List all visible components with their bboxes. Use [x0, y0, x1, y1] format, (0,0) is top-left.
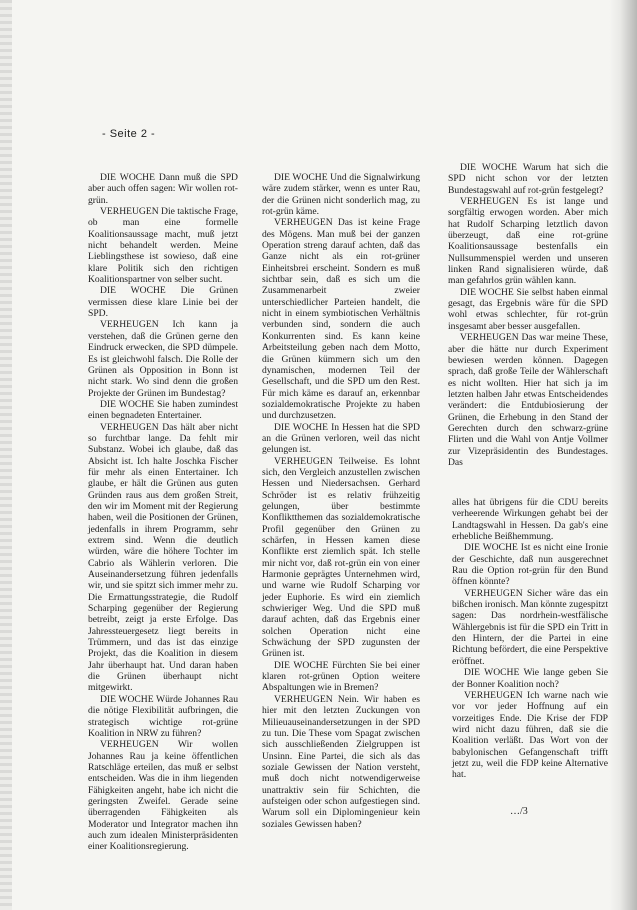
- paragraph: DIE WOCHE Sie selbst haben einmal gesagt, das Ergebnis wäre für die SPD wohl etwas schlechter, für rot-grün insgesamt aber besser ausgefallen.: [448, 286, 608, 332]
- paragraph: VERHEUGEN Es ist lange und sorgfältig erwogen worden. Aber mich hat Rudolf Scharping letztlich davon überzeugt, daß eine rot-grüne Koalitionsaussage bestenfalls ein Nullsummenspiel werden und unseren linken Rand signalisieren würde, daß man gefahrlos grün wählen kann.: [448, 196, 608, 287]
- page-number-header: - Seite 2 -: [102, 128, 156, 140]
- paragraph: VERHEUGEN Das ist keine Frage des Mögens. Man muß bei der ganzen Operation streng darauf achten, daß das Ganze nicht als ein rot-grüner Einheitsbrei erscheint. Sondern es muß sichtbar sein, daß es sich um die Zusammenarbeit zweier unterschiedlicher Parteien handelt, die nicht in einem symbiotischen Verhältnis verbunden sind, sondern die auch Konkurrenten sind. Es kann keine Arbeitsteilung geben nach dem Motto, die Grünen kümmern sich um den dynamischen, modernen Teil der Gesellschaft, und die SPD um den Rest. Für mich käme es darauf an, erkennbar sozialdemokratische Projekte zu haben und durchzusetzen.: [262, 217, 420, 422]
- scan-edge-left: [0, 0, 12, 910]
- paragraph: DIE WOCHE Und die Signalwirkung wäre zudem stärker, wenn es unter Rau, der die Grünen nicht sonderlich mag, zu rot-grün käme.: [262, 172, 420, 218]
- paragraph: DIE WOCHE In Hessen hat die SPD an die Grünen verloren, weil das nicht gelungen ist.: [262, 421, 420, 456]
- paragraph: VERHEUGEN Die taktische Frage, ob man eine formelle Koalitionsaussage macht, muß jetzt nicht behandelt werden. Meine Lieblingsthese ist sowieso, daß eine klare Politik sich den richtigen Koalitionspartner von selber sucht.: [88, 206, 239, 286]
- paragraph: VERHEUGEN Nein. Wir haben es hier mit den letzten Zuckungen von Milieuauseinandersetzungen in der SPD zu tun. Die These vom Spagat zwischen sich ausschließenden Zielgruppen ist Unsinn. Eine Partei, die sich als das soziale Gewissen der Nation versteht, muß doch nicht notwendigerweise unattraktiv sein für Schichten, die aufsteigen oder schon aufgestiegen sind. Warum soll ein Diplomingenieur kein soziales Gewissen haben?: [262, 693, 420, 830]
- text-column-3-bottom: [452, 497, 608, 781]
- paragraph: DIE WOCHE Warum hat sich die SPD nicht schon vor der letzten Bundestagswahl auf rot-grün festgelegt?: [448, 162, 608, 196]
- text-column-3-top: [448, 162, 608, 468]
- paragraph: DIE WOCHE Die Grünen vermissen diese klare Linie bei der SPD.: [88, 285, 238, 320]
- paragraph: DIE WOCHE Fürchten Sie bei einer klaren rot-grünen Option weitere Abspaltungen wie in Bremen?: [262, 659, 420, 694]
- paragraph: VERHEUGEN Teilweise. Es lohnt sich, den Vergleich anzustellen zwischen Hessen und Niedersachsen. Gerhard Schröder ist es relativ frühzeitig gelungen, über bestimmte Konfliktthemen das sozialdemokratische Profil gegenüber den Grünen zu schärfen, in Hessen kamen diese Konflikte erst ziemlich spät. Ich stelle mir nicht vor, daß rot-grün ein von einer Harmonie geprägtes Unternehmen wird, und warne wie Rudolf Scharping vor jeder Euphorie. Es wird ein ziemlich schwieriger Weg. Und die SPD muß darauf achten, daß das Ergebnis einer solchen Operation nicht eine Schwächung der SPD zugunsten der Grünen ist.: [262, 455, 420, 660]
- continuation-marker: …/3: [510, 806, 528, 817]
- paragraph: DIE WOCHE Wie lange geben Sie der Bonner Koalition noch?: [452, 667, 608, 690]
- paragraph: VERHEUGEN Wir wollen Johannes Rau ja keine öffentlichen Ratschläge erteilen, das muß er selbst entscheiden. Was die in ihm liegenden Fähigkeiten angeht, habe ich nicht die geringsten Zweifel. Gerade seine überragenden Fähigkeiten als Moderator und Integrator machen ihn auch zum idealen Ministerpräsidenten einer Koalitionsregierung.: [88, 739, 238, 853]
- paragraph: DIE WOCHE Würde Johannes Rau die nötige Flexibilität aufbringen, die strategisch wichtige rot-grüne Koalition in NRW zu führen?: [88, 693, 238, 739]
- paragraph: VERHEUGEN Das hält aber nicht so furchtbar lange. Da fehlt mir Substanz. Wobei ich glaube, daß das Absicht ist. Ich halte Joschka Fischer für mehr als einen Entertainer. Ich glaube, er hält die Grünen aus guten Gründen raus aus dem großen Streit, den wir im Moment mit der Regierung haben, weil die Positionen der Grünen, jedenfalls in ihrem Programm, sehr extrem sind. Wenn die deutlich würden, wäre die höhere Tochter im Cabrio als Wählerin verloren. Die Auseinandersetzung führen jedenfalls wir, und sie spitzt sich immer mehr zu. Die Ermattungsstrategie, die Rudolf Scharping gegenüber der Regierung betreibt, zeigt ja erste Erfolge. Das Jahressteuergesetz liegt bereits in Trümmern, und das ist das einzige Projekt, das die Koalition in diesem Jahr überhaupt hat. Und daran haben die Grünen überhaupt nicht mitgewirkt.: [88, 421, 238, 694]
- text-column-2: [262, 172, 420, 830]
- paragraph: VERHEUGEN Ich warne nach wie vor vor jeder Hoffnung auf ein vorzeitiges Ende. Die Krise der FDP wird nicht dazu führen, daß sie die Koalition verläßt. Das Wort von der babylonischen Gefangenschaft trifft jetzt zu, weil die FDP keine Alternative hat.: [452, 689, 608, 781]
- text-column-1: [88, 172, 238, 853]
- paragraph: VERHEUGEN Das war meine These, aber die hätte nur durch Experiment bewiesen werden können. Dagegen sprach, daß große Teile der Wählerschaft es nicht wollten. Hier hat sich ja im letzten halben Jahr etwas Entscheidendes verändert: die Entdubiosierung der Grünen, die Erhebung in den Stand der Gerechten durch den schwarz-grüne Flirten und die Wahl von Antje Vollmer zur Vizepräsidentin des Bundestages. Das: [448, 332, 608, 468]
- paragraph: DIE WOCHE Dann muß die SPD aber auch offen sagen: Wir wollen rot-grün.: [88, 172, 238, 206]
- paragraph: DIE WOCHE Ist es nicht eine Ironie der Geschichte, daß nun ausgerechnet Rau die Option rot-grün für den Bund öffnen könnte?: [452, 542, 608, 588]
- paragraph: VERHEUGEN Sicher wäre das ein bißchen ironisch. Man könnte zugespitzt sagen: Das nordrhein-westfälische Wählergebnis ist für die SPD ein Tritt in den Hintern, der die Partei in eine Richtung befördert, die eine Perspektive eröffnet.: [452, 587, 608, 667]
- scan-edge-right: [609, 0, 637, 910]
- paragraph: DIE WOCHE Sie haben zumindest einen begnadeten Entertainer.: [88, 398, 238, 422]
- paragraph: VERHEUGEN Ich kann ja verstehen, daß die Grünen gerne den Eindruck erwecken, die SPD dümpele. Es ist gleichwohl falsch. Die Rolle der Grünen als Opposition in Bonn ist nicht stark. Wo sind denn die großen Projekte der Grünen im Bundestag?: [88, 319, 238, 399]
- paragraph: alles hat übrigens für die CDU bereits verheerende Wirkungen gehabt bei der Landtagswahl in Hessen. Da gab's eine erhebliche Beißhemmung.: [452, 497, 608, 543]
